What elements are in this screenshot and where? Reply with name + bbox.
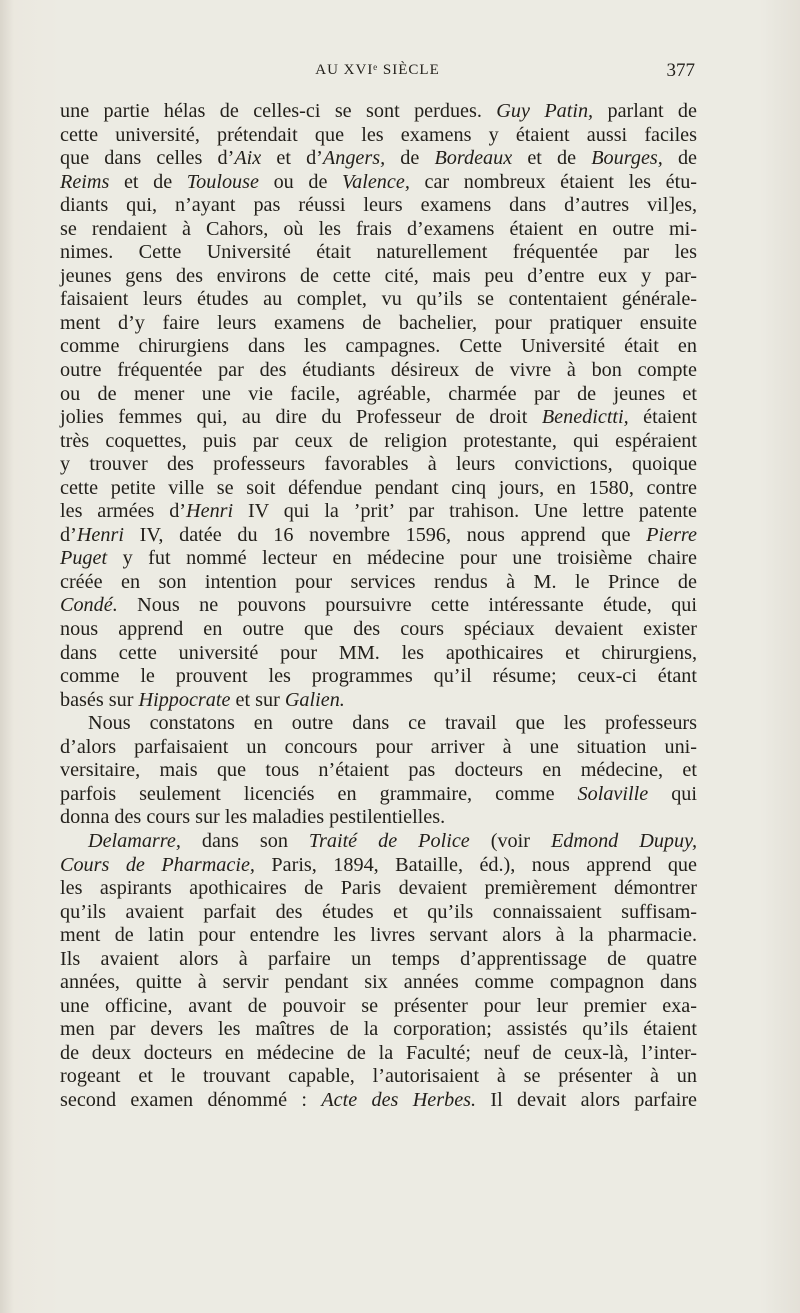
text-line xyxy=(60,665,697,689)
text-segment: comme chirurgiens dans les campagnes. Cette Université était en xyxy=(60,335,697,358)
text-line xyxy=(60,594,697,618)
italic-text: Pierre xyxy=(646,523,697,546)
text-segment: une partie hélas de celles-ci se sont perdues. xyxy=(60,100,497,122)
italic-text: Edmond Dupuy, xyxy=(550,829,697,852)
text-line xyxy=(60,312,697,336)
text-line xyxy=(60,1065,697,1089)
text-segment: et d’ xyxy=(261,147,323,170)
text-segment: Nous ne pouvons poursuivre cette intéressante étude, qui xyxy=(117,594,697,617)
text-line xyxy=(60,477,697,501)
text-segment: très coquettes, puis par ceux de religion protestante, qui espéraient xyxy=(60,429,697,452)
text-segment: cette université, prétendait que les examens y étaient aussi faciles xyxy=(60,123,697,146)
text-segment: faisaient leurs études au complet, vu qu’ils se contentaient générale- xyxy=(60,288,697,311)
text-line xyxy=(60,171,697,195)
text-line xyxy=(60,100,697,124)
text-line xyxy=(60,147,697,171)
text-segment: et de xyxy=(512,147,592,170)
text-line xyxy=(60,241,697,265)
text-line xyxy=(60,430,697,454)
text-line xyxy=(60,124,697,148)
text-segment: y fut nommé lecteur en médecine pour une troisième chaire xyxy=(107,547,697,570)
text-segment: Nous constatons en outre dans ce travail que les professeurs xyxy=(88,712,697,735)
text-line xyxy=(60,712,697,736)
italic-text: Delamarre, xyxy=(88,829,181,852)
text-line xyxy=(60,759,697,783)
text-segment: donna des cours sur les maladies pestilentielles. xyxy=(60,806,446,829)
italic-text: Traité de Police xyxy=(308,829,470,852)
text-line xyxy=(60,618,697,642)
text-line xyxy=(60,406,697,430)
text-segment: comme le prouvent les programmes qu’il résume; ceux-ci étant xyxy=(60,665,697,688)
text-segment: dans cette université pour MM. les apothicaires et chirurgiens, xyxy=(60,641,697,664)
text-segment: ou de mener une vie facile, agréable, charmée par de jeunes et xyxy=(60,382,697,405)
text-segment: de deux docteurs en médecine de la Faculté; neuf de ceux-là, l’inter- xyxy=(60,1041,697,1064)
text-segment: second examen dénommé : xyxy=(60,1088,322,1111)
text-line xyxy=(60,854,697,878)
italic-text: Benedictti, xyxy=(541,406,629,429)
italic-text: Valence, xyxy=(342,170,410,193)
italic-text: Henri xyxy=(186,500,234,523)
text-line xyxy=(60,547,697,571)
text-line xyxy=(60,1042,697,1066)
page-number: 377 xyxy=(666,60,695,81)
text-line xyxy=(60,901,697,925)
text-segment: dans son xyxy=(180,829,309,852)
text-line xyxy=(60,689,697,713)
text-segment: parlant de xyxy=(593,100,697,122)
text-segment: que dans celles d’ xyxy=(60,147,235,170)
text-segment: versitaire, mais que tous n’étaient pas docteurs en médecine, et xyxy=(60,759,697,782)
text-line xyxy=(60,194,697,218)
text-segment: men par devers les maîtres de la corporation; assistés qu’ils étaient xyxy=(60,1018,697,1041)
italic-text: Henri xyxy=(76,523,124,546)
text-segment: IV, datée du 16 novembre 1596, nous apprend que xyxy=(123,523,647,546)
text-line xyxy=(60,924,697,948)
italic-text: Angers, xyxy=(322,147,386,170)
text-line xyxy=(60,359,697,383)
text-segment: d’alors parfaisaient un concours pour arriver à une situation uni- xyxy=(60,735,697,758)
text-segment: diants qui, n’ayant pas réussi leurs examens dans d’autres vil]es, xyxy=(60,194,697,217)
text-segment: ment de latin pour entendre les livres servant alors à la pharmacie. xyxy=(60,924,697,947)
text-line xyxy=(60,571,697,595)
text-segment: cette petite ville se soit défendue pendant cinq jours, en 1580, contre xyxy=(60,476,697,499)
text-line xyxy=(60,783,697,807)
text-segment: Ils avaient alors à parfaire un temps d’apprentissage de quatre xyxy=(60,947,697,970)
text-segment: étaient xyxy=(628,406,697,429)
text-segment: les armées d’ xyxy=(60,500,187,523)
text-line xyxy=(60,335,697,359)
italic-text: Reims xyxy=(60,170,110,193)
text-segment: qu’ils avaient parfait des études et qu’ils connaissaient suffisam- xyxy=(60,900,697,923)
italic-text: Condé. xyxy=(60,594,118,617)
text-segment: une officine, avant de pouvoir se présenter pour leur premier exa- xyxy=(60,994,697,1017)
text-line xyxy=(60,948,697,972)
text-segment: car nombreux étaient les étu- xyxy=(409,170,698,193)
italic-text: Solaville xyxy=(577,782,649,805)
text-line xyxy=(60,877,697,901)
text-segment: basés sur xyxy=(60,688,139,711)
text-segment: parfois seulement licenciés en grammaire, comme xyxy=(60,782,578,805)
text-line xyxy=(60,830,697,854)
text-segment: de xyxy=(385,147,435,170)
italic-text: Puget xyxy=(60,547,108,570)
text-segment: ment d’y faire leurs examens de bachelier, pour pratiquer ensuite xyxy=(60,311,697,334)
text-segment: Paris, 1894, Bataille, éd.), nous apprend que xyxy=(254,853,697,876)
text-line xyxy=(60,453,697,477)
text-line xyxy=(60,995,697,1019)
text-segment: se rendaient à Cahors, où les frais d’examens étaient en outre mi- xyxy=(60,217,697,240)
text-segment: créée en son intention pour services rendus à M. le Prince de xyxy=(60,570,697,593)
text-segment: jeunes gens des environs de cette cité, mais peu d’entre eux y par- xyxy=(60,264,697,287)
text-segment: IV qui la ’prit’ par trahison. Une lettre patente xyxy=(233,500,697,523)
text-segment: outre fréquentée par des étudiants désireux de vivre à bon compte xyxy=(60,359,697,382)
text-segment: (voir xyxy=(469,829,551,852)
text-segment: nimes. Cette Université était naturellement fréquentée par les xyxy=(60,241,697,264)
italic-text: Guy Patin, xyxy=(496,100,594,122)
text-line xyxy=(60,1018,697,1042)
text-segment: années, quitte à servir pendant six années comme compagnon dans xyxy=(60,971,697,994)
italic-text: Bordeaux xyxy=(434,147,513,170)
text-line xyxy=(60,288,697,312)
text-segment: les aspirants apothicaires de Paris devaient premièrement démontrer xyxy=(60,877,697,900)
text-segment: d’ xyxy=(60,523,77,546)
running-head: AU XVIᵉ SIÈCLE xyxy=(315,62,440,78)
text-line xyxy=(60,806,697,830)
text-segment: nous apprend en outre que des cours spéciaux devaient exister xyxy=(60,618,697,641)
text-segment: y trouver des professeurs favorables à leurs convictions, quoique xyxy=(60,453,697,476)
text-segment: rogeant et le trouvant capable, l’autorisaient à se présenter à un xyxy=(60,1065,697,1088)
text-segment: Il devait alors parfaire xyxy=(476,1088,697,1111)
text-line xyxy=(60,383,697,407)
text-line xyxy=(60,971,697,995)
body-text xyxy=(60,100,697,1113)
text-line xyxy=(60,218,697,242)
text-line xyxy=(60,736,697,760)
text-segment: qui xyxy=(648,782,697,805)
italic-text: Aix xyxy=(234,147,262,170)
text-line xyxy=(60,524,697,548)
text-segment: et de xyxy=(109,170,187,193)
page-header xyxy=(60,58,695,88)
text-segment: jolies femmes qui, au dire du Professeur de droit xyxy=(60,406,542,429)
italic-text: Toulouse xyxy=(186,170,259,193)
text-line xyxy=(60,642,697,666)
text-line xyxy=(60,1089,697,1113)
italic-text: Acte des Herbes. xyxy=(321,1088,477,1111)
text-segment: ou de xyxy=(258,170,343,193)
italic-text: Hippocrate xyxy=(138,688,231,711)
text-segment: de xyxy=(662,147,697,170)
italic-text: Cours de Pharmacie, xyxy=(60,853,255,876)
text-segment: et sur xyxy=(230,688,285,711)
text-line xyxy=(60,500,697,524)
text-line xyxy=(60,265,697,289)
italic-text: Bourges, xyxy=(591,147,663,170)
italic-text: Galien. xyxy=(284,688,345,711)
